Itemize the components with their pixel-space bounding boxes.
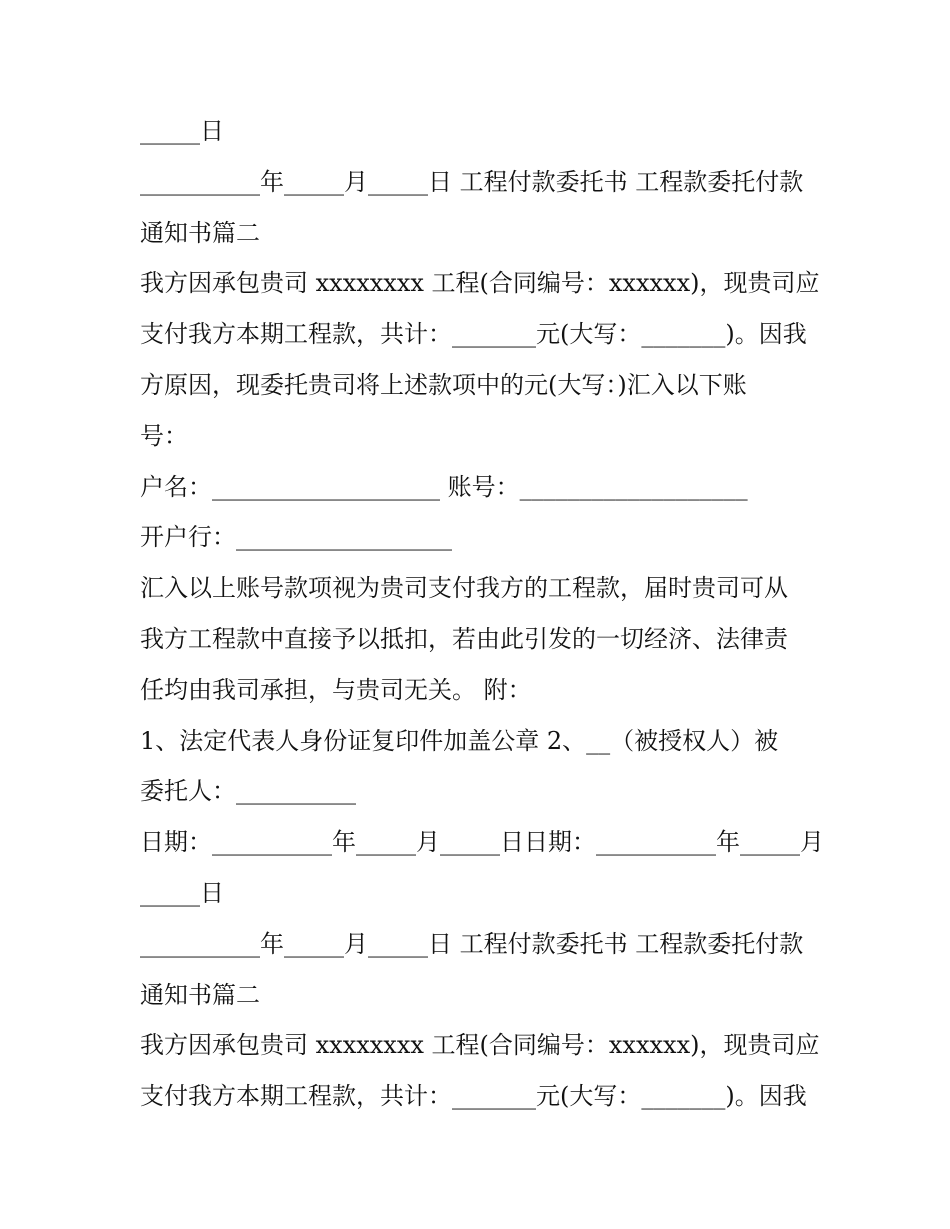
- text-line: 我方因承包贵司 xxxxxxxx 工程(合同编号：xxxxxx)，现贵司应: [140, 1031, 820, 1060]
- text-line: 委托人：__________: [140, 777, 356, 806]
- text-line: _____日: [140, 878, 224, 907]
- text-line: 任均由我司承担，与贵司无关。 附：: [140, 675, 532, 704]
- text-line: 支付我方本期工程款，共计：_______元(大写：_______)。因我: [140, 320, 807, 349]
- text-line: 通知书篇二: [140, 980, 260, 1009]
- text-line: 汇入以上账号款项视为贵司支付我方的工程款，届时贵司可从: [140, 574, 788, 603]
- text-line: 通知书篇二: [140, 218, 260, 247]
- text-line: 我方工程款中直接予以抵扣，若由此引发的一切经济、法律责: [140, 624, 788, 653]
- text-line: __________年_____月_____日 工程付款委托书 工程款委托付款: [140, 167, 804, 196]
- text-line: 号：: [140, 421, 188, 450]
- text-line: 支付我方本期工程款，共计：_______元(大写：_______)。因我: [140, 1082, 807, 1111]
- text-line: 方原因，现委托贵司将上述款项中的元(大写：)汇入以下账: [140, 370, 747, 399]
- text-line: 开户行：__________________: [140, 523, 452, 552]
- document-body: [140, 106, 830, 1122]
- text-line: _____日: [140, 117, 224, 145]
- text-line: __________年_____月_____日 工程付款委托书 工程款委托付款: [140, 929, 804, 958]
- text-line: 1、法定代表人身份证复印件加盖公章 2、__（被授权人）被: [140, 726, 779, 755]
- text-line: 户名：___________________ 账号：___________________: [140, 472, 748, 501]
- text-line: 日期：__________年_____月_____日日期：__________年_____月: [140, 828, 824, 857]
- text-line: 我方因承包贵司 xxxxxxxx 工程(合同编号：xxxxxx)，现贵司应: [140, 269, 820, 298]
